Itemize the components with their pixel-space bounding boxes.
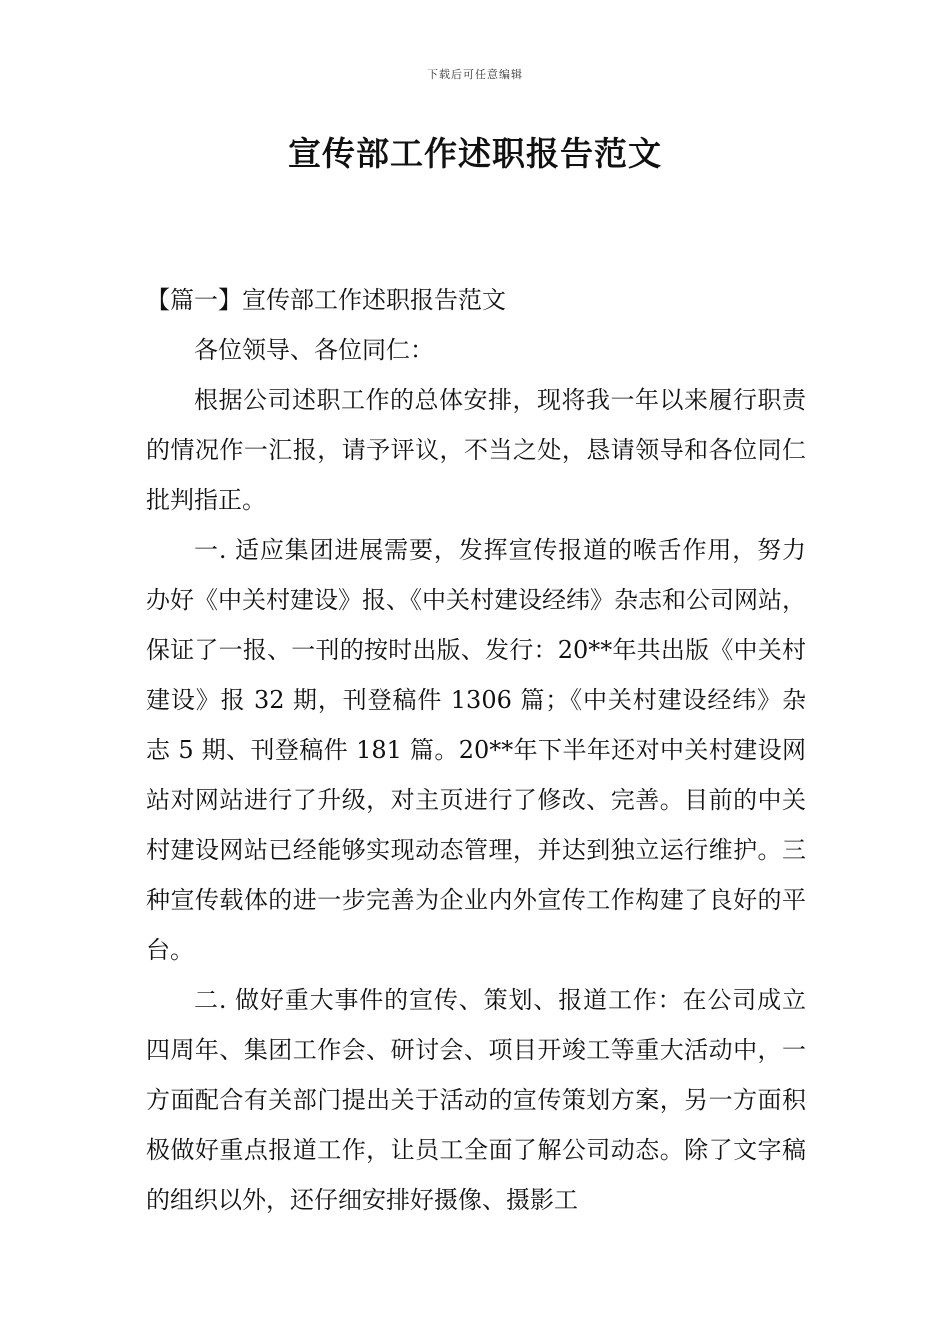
paragraph-intro: 根据公司述职工作的总体安排，现将我一年以来履行职责的情况作一汇报，请予评议，不当之处，恳请领导和各位同仁批判指正。	[146, 386, 806, 514]
paragraph-item-two: 二. 做好重大事件的宣传、策划、报道工作：在公司成立四周年、集团工作会、研讨会、项目开竣工等重大活动中，一方面配合有关部门提出关于活动的宣传策划方案，另一方面积极做好重点报道工作，让员工全面了解公司动态。除了文字稿的组织以外，还仔细安排好摄像、摄影工	[146, 986, 806, 1214]
salutation: 各位领导、各位同仁：	[194, 336, 434, 364]
paragraph-item-one: 一. 适应集团进展需要，发挥宣传报道的喉舌作用，努力办好《中关村建设》报、《中关村建设经纬》杂志和公司网站，保证了一报、一刊的按时出版、发行：20**年共出版《中关村建设》报 32 期，刊登稿件 1306 篇；《中关村建设经纬》杂志 5 期、刊登稿件 181 篇。20**年下半年还对中关村建设网站对网站进行了升级，对主页进行了修改、完善。目前的中关村建设网站已经能够实现动态管理，并达到独立运行维护。三种宣传载体的进一步完善为企业内外宣传工作构建了良好的平台。	[146, 536, 806, 964]
document-body	[146, 275, 806, 1225]
document-title: 宣传部工作述职报告范文	[288, 134, 662, 173]
header-note: 下载后可任意编辑	[427, 68, 523, 81]
section-heading: 【篇一】宣传部工作述职报告范文	[146, 286, 506, 314]
